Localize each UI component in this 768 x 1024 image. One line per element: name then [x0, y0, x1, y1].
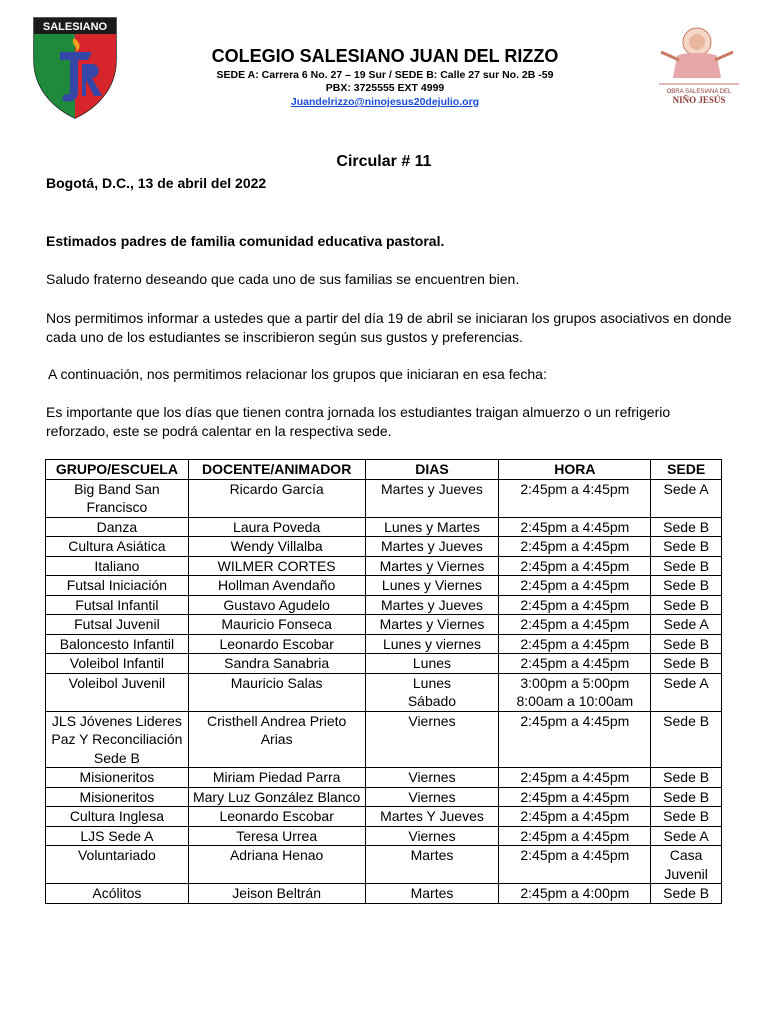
- cell-docente: Adriana Henao: [188, 846, 365, 884]
- header-docente: DOCENTE/ANIMADOR: [188, 460, 365, 480]
- cell-grupo: Misioneritos: [46, 787, 189, 807]
- cell-docente: Mauricio Fonseca: [188, 615, 365, 635]
- table-row: [46, 556, 722, 576]
- table-row: [46, 595, 722, 615]
- cell-sede: Sede A: [651, 826, 722, 846]
- cell-dias: Viernes: [365, 826, 499, 846]
- cell-hora: 2:45pm a 4:45pm: [499, 576, 651, 596]
- table-row: [46, 537, 722, 557]
- cell-hora: 2:45pm a 4:45pm: [499, 826, 651, 846]
- cell-sede: Sede B: [651, 711, 722, 768]
- groups-table: [45, 459, 722, 904]
- cell-grupo: Cultura Inglesa: [46, 807, 189, 827]
- salesiano-shield-logo: [30, 12, 120, 120]
- table-row: [46, 615, 722, 635]
- cell-dias: Viernes: [365, 711, 499, 768]
- cell-dias: Martes: [365, 884, 499, 904]
- cell-hora: 2:45pm a 4:45pm: [499, 556, 651, 576]
- cell-hora: 2:45pm a 4:45pm: [499, 517, 651, 537]
- cell-sede: Sede B: [651, 787, 722, 807]
- cell-docente: Gustavo Agudelo: [188, 595, 365, 615]
- letterhead: [150, 46, 620, 109]
- cell-grupo: Cultura Asiática: [46, 537, 189, 557]
- cell-dias: Lunes y Viernes: [365, 576, 499, 596]
- cell-hora: 2:45pm a 4:45pm: [499, 807, 651, 827]
- table-header-row: [46, 460, 722, 480]
- cell-docente: Teresa Urrea: [188, 826, 365, 846]
- cell-docente: Mary Luz González Blanco: [188, 787, 365, 807]
- cell-grupo: Futsal Juvenil: [46, 615, 189, 635]
- school-name: COLEGIO SALESIANO JUAN DEL RIZZO: [211, 46, 559, 66]
- cell-dias: Martes Y Jueves: [365, 807, 499, 827]
- pbx-phone: PBX: 3725555 EXT 4999: [325, 82, 445, 94]
- email-link[interactable]: Juandelrizzo@ninojesus20dejulio.org: [290, 96, 480, 108]
- cell-dias: Martes y Jueves: [365, 595, 499, 615]
- cell-sede: Casa Juvenil: [651, 846, 722, 884]
- table-row: [46, 576, 722, 596]
- table-row: [46, 517, 722, 537]
- header-grupo: GRUPO/ESCUELA: [46, 460, 189, 480]
- cell-hora: 2:45pm a 4:45pm: [499, 634, 651, 654]
- cell-hora: 2:45pm a 4:00pm: [499, 884, 651, 904]
- header-sede: SEDE: [651, 460, 722, 480]
- cell-hora: 2:45pm a 4:45pm: [499, 711, 651, 768]
- cell-grupo: Baloncesto Infantil: [46, 634, 189, 654]
- cell-sede: Sede B: [651, 595, 722, 615]
- table-row: [46, 634, 722, 654]
- cell-grupo: Voleibol Juvenil: [46, 673, 189, 711]
- table-row: [46, 673, 722, 711]
- cell-hora: 3:00pm a 5:00pm 8:00am a 10:00am: [499, 673, 651, 711]
- cell-docente: Laura Poveda: [188, 517, 365, 537]
- cell-grupo: Futsal Infantil: [46, 595, 189, 615]
- cell-hora: 2:45pm a 4:45pm: [499, 787, 651, 807]
- cell-docente: Cristhell Andrea Prieto Arias: [188, 711, 365, 768]
- cell-sede: Sede B: [651, 884, 722, 904]
- header-dias: DIAS: [365, 460, 499, 480]
- paragraph-greeting: Saludo fraterno deseando que cada uno de sus familias se encuentren bien.: [46, 271, 520, 287]
- cell-grupo: Acólitos: [46, 884, 189, 904]
- logo-right-caption: NIÑO JESÚS: [672, 95, 726, 105]
- cell-grupo: Voluntariado: [46, 846, 189, 884]
- cell-sede: Sede B: [651, 556, 722, 576]
- document-date: Bogotá, D.C., 13 de abril del 2022: [46, 175, 267, 191]
- circular-title: Circular # 11: [336, 153, 432, 170]
- cell-grupo: Voleibol Infantil: [46, 654, 189, 674]
- cell-dias: Lunes y viernes: [365, 634, 499, 654]
- cell-docente: Miriam Piedad Parra: [188, 768, 365, 788]
- svg-text:SALESIANO: SALESIANO: [42, 21, 108, 33]
- table-row: [46, 826, 722, 846]
- logo-right-subcaption: OBRA SALESIANA DEL: [666, 89, 732, 95]
- cell-dias: Martes y Jueves: [365, 479, 499, 517]
- cell-hora: 2:45pm a 4:45pm: [499, 595, 651, 615]
- cell-grupo: Big Band San Francisco: [46, 479, 189, 517]
- cell-dias: Lunes: [365, 654, 499, 674]
- cell-docente: Wendy Villalba: [188, 537, 365, 557]
- cell-hora: 2:45pm a 4:45pm: [499, 615, 651, 635]
- cell-dias: Viernes: [365, 768, 499, 788]
- cell-sede: Sede B: [651, 654, 722, 674]
- table-row: [46, 884, 722, 904]
- cell-dias: Martes y Viernes: [365, 556, 499, 576]
- cell-dias: Martes y Jueves: [365, 537, 499, 557]
- cell-sede: Sede B: [651, 517, 722, 537]
- cell-dias: Martes y Viernes: [365, 615, 499, 635]
- cell-hora: 2:45pm a 4:45pm: [499, 846, 651, 884]
- cell-docente: WILMER CORTES: [188, 556, 365, 576]
- header-hora: HORA: [499, 460, 651, 480]
- cell-sede: Sede B: [651, 807, 722, 827]
- cell-docente: Mauricio Salas: [188, 673, 365, 711]
- cell-dias: Lunes Sábado: [365, 673, 499, 711]
- cell-sede: Sede B: [651, 768, 722, 788]
- cell-grupo: LJS Sede A: [46, 826, 189, 846]
- cell-sede: Sede A: [651, 615, 722, 635]
- table-row: [46, 711, 722, 768]
- cell-dias: Lunes y Martes: [365, 517, 499, 537]
- cell-grupo: Danza: [46, 517, 189, 537]
- sede-address: SEDE A: Carrera 6 No. 27 – 19 Sur / SEDE B: Calle 27 sur No. 2B -59: [216, 69, 554, 81]
- cell-dias: Martes: [365, 846, 499, 884]
- cell-hora: 2:45pm a 4:45pm: [499, 537, 651, 557]
- cell-docente: Hollman Avendaño: [188, 576, 365, 596]
- table-row: [46, 807, 722, 827]
- cell-grupo: Italiano: [46, 556, 189, 576]
- paragraph-announcement: Nos permitimos informar a ustedes que a partir del día 19 de abril se iniciaran los grupos asociativos en donde cada uno de los estudiantes se inscribieron según sus gustos y preferencias.: [46, 310, 732, 345]
- cell-hora: 2:45pm a 4:45pm: [499, 768, 651, 788]
- cell-sede: Sede B: [651, 576, 722, 596]
- cell-sede: Sede B: [651, 537, 722, 557]
- cell-sede: Sede B: [651, 634, 722, 654]
- cell-docente: Leonardo Escobar: [188, 634, 365, 654]
- table-row: [46, 479, 722, 517]
- cell-docente: Jeison Beltrán: [188, 884, 365, 904]
- cell-docente: Sandra Sanabria: [188, 654, 365, 674]
- cell-grupo: Misioneritos: [46, 768, 189, 788]
- cell-sede: Sede A: [651, 479, 722, 517]
- table-row: [46, 654, 722, 674]
- cell-docente: Leonardo Escobar: [188, 807, 365, 827]
- cell-grupo: JLS Jóvenes Lideres Paz Y Reconciliación Sede B: [46, 711, 189, 768]
- table-row: [46, 768, 722, 788]
- cell-hora: 2:45pm a 4:45pm: [499, 479, 651, 517]
- table-row: [46, 846, 722, 884]
- cell-dias: Viernes: [365, 787, 499, 807]
- cell-grupo: Futsal Iniciación: [46, 576, 189, 596]
- paragraph-lunch-note: Es importante que los días que tienen contra jornada los estudiantes traigan almuerzo o un refrigerio reforzado, este se podrá calentar en la respectiva sede.: [46, 404, 671, 439]
- cell-docente: Ricardo García: [188, 479, 365, 517]
- cell-sede: Sede A: [651, 673, 722, 711]
- greeting-title: Estimados padres de familia comunidad educativa pastoral.: [46, 233, 445, 249]
- nino-jesus-logo: [657, 22, 741, 110]
- paragraph-intro-list: A continuación, nos permitimos relacionar los grupos que iniciaran en esa fecha:: [48, 366, 547, 382]
- cell-hora: 2:45pm a 4:45pm: [499, 654, 651, 674]
- table-row: [46, 787, 722, 807]
